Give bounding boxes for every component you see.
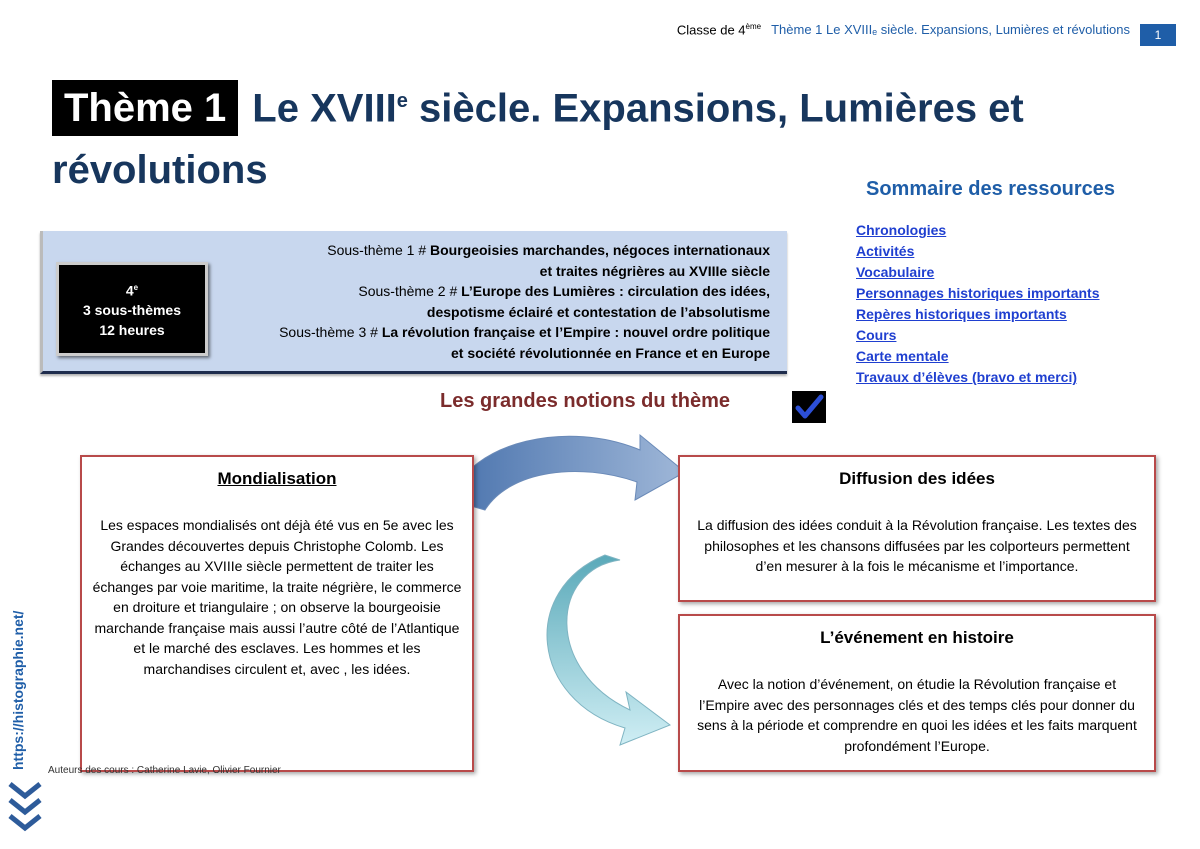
page-header bbox=[600, 22, 1176, 46]
sous-theme-3-b: et société révolutionnée en France et en Europe bbox=[451, 344, 770, 361]
sous-themes-badge: 4e 3 sous-thèmes 12 heures bbox=[56, 262, 208, 356]
mondialisation-text: Les espaces mondialisés ont déjà été vus en 5e avec les Grandes découvertes depuis Christophe Colomb. Les échanges au XVIIIe siècle permettent de traiter les échanges par voie maritime, la traite négrière, le commerce en droiture et triangulaire ; on observe la bourgeoisie marchande française mais aussi l’autre côté de l’Atlantique et le marché des esclaves. Les hommes et les marchandises circulent et, avec , les idées. bbox=[92, 517, 462, 677]
link-vocabulaire[interactable]: Vocabulaire bbox=[856, 264, 935, 280]
checkmark-icon bbox=[792, 391, 826, 423]
sous-theme-1-b: et traites négrières au XVIIIe siècle bbox=[539, 262, 770, 279]
header-theme: Thème 1 Le XVIIIₑ siècle. Expansions, Lumières et révolutions bbox=[771, 22, 1130, 37]
authors-credit: Auteurs des cours : Catherine Lavie, Olivier Fournier bbox=[48, 765, 281, 776]
chevron-down-icon bbox=[6, 780, 44, 840]
link-chronologies[interactable]: Chronologies bbox=[856, 222, 947, 238]
sommaire-title: Sommaire des ressources bbox=[866, 178, 1116, 200]
link-carte-mentale[interactable]: Carte mentale bbox=[856, 348, 949, 364]
mondialisation-title: Mondialisation bbox=[217, 469, 337, 488]
header-classe: Classe de 4ème bbox=[676, 22, 762, 38]
diffusion-text: La diffusion des idées conduit à la Révolution française. Les textes des philosophes et les chansons diffusées par les colporteurs permettent d’en mesurer à la fois le mécanisme et l’importance. bbox=[697, 517, 1137, 574]
link-activites[interactable]: Activités bbox=[856, 243, 915, 259]
diffusion-title: Diffusion des idées bbox=[839, 469, 995, 488]
link-cours[interactable]: Cours bbox=[856, 327, 897, 343]
site-url[interactable]: https://histographie.net/ bbox=[10, 610, 26, 770]
sommaire-links bbox=[856, 220, 1100, 388]
sous-theme-3-a: Sous-thème 3 # La révolution française et l’Empire : nouvel ordre politique bbox=[279, 324, 770, 340]
evenement-text: Avec la notion d’événement, on étudie la Révolution française et l’Empire avec des personnages clés et des temps clés pour donner du sens à la période et comprendre en quoi les idées et les faits marquent profondément l’Europe. bbox=[697, 676, 1137, 754]
evenement-title: L’événement en histoire bbox=[820, 628, 1014, 647]
link-travaux[interactable]: Travaux d’élèves (bravo et merci) bbox=[856, 369, 1077, 385]
title-pre: Le XVIII bbox=[252, 86, 397, 131]
page-number: 1 bbox=[1140, 24, 1176, 46]
mondialisation-box bbox=[80, 455, 474, 772]
sous-themes-list bbox=[215, 240, 770, 363]
sous-theme-1-a: Sous-thème 1 # Bourgeoisies marchandes, négoces internationaux bbox=[327, 242, 770, 258]
evenement-box bbox=[678, 614, 1156, 772]
link-personnages[interactable]: Personnages historiques importants bbox=[856, 285, 1100, 301]
sous-theme-2-b: despotisme éclairé et contestation de l’absolutisme bbox=[426, 303, 770, 320]
notions-title: Les grandes notions du thème bbox=[440, 390, 731, 412]
diffusion-box bbox=[678, 455, 1156, 602]
title-post: siècle. Expansions, Lumières et révolutions bbox=[52, 86, 1024, 193]
theme-badge: Thème 1 bbox=[52, 80, 238, 136]
title-sup: e bbox=[396, 90, 408, 112]
sous-theme-2-a: Sous-thème 2 # L’Europe des Lumières : circulation des idées, bbox=[358, 283, 770, 299]
link-reperes[interactable]: Repères historiques importants bbox=[856, 306, 1067, 322]
